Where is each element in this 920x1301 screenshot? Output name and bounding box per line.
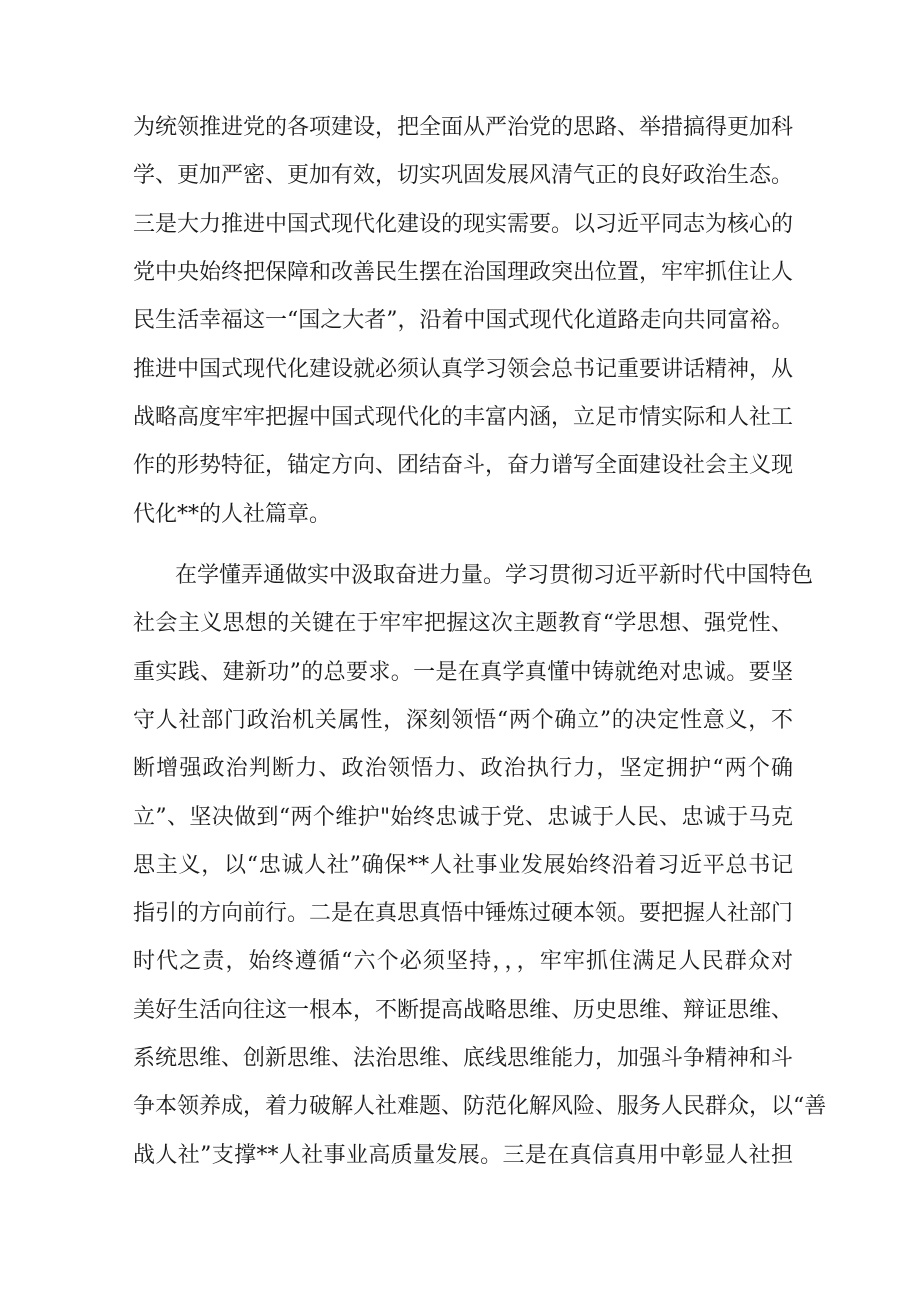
text-line: 在学懂弄通做实中汲取奋进力量。学习贯彻习近平新时代中国特色 — [175, 563, 814, 588]
text-line: 民生活幸福这一“国之大者”，沿着中国式现代化道路走向共同富裕。 — [133, 308, 794, 333]
text-line: 时代之责，始终遵循“六个必须坚持，，，牢牢抓住满足人民群众对 — [133, 949, 793, 974]
text-line: 断增强政治判断力、政治领悟力、政治执行力，坚定拥护“两个确 — [133, 756, 793, 781]
text-line: 指引的方向前行。二是在真思真悟中锤炼过硬本领。要把握人社部门 — [133, 901, 794, 926]
text-line: 立”、坚决做到“两个维护"始终忠诚于党、忠诚于人民、忠诚于马克 — [133, 805, 793, 830]
text-line: 美好生活向往这一根本，不断提高战略思维、历史思维、辩证思维、 — [133, 998, 794, 1023]
text-line: 守人社部门政治机关属性，深刻领悟“两个确立”的决定性意义，不 — [133, 708, 793, 733]
text-line: 代化**的人社篇章。 — [133, 502, 332, 527]
text-line: 争本领养成，着力破解人社难题、防范化解风险、服务人民群众，以“善 — [133, 1094, 827, 1119]
text-line: 思主义，以“忠诚人社”确保**人社事业发展始终沿着习近平总书记 — [133, 853, 793, 878]
text-line: 推进中国式现代化建设就必须认真学习领会总书记重要讲话精神，从 — [133, 357, 794, 382]
text-line: 党中央始终把保障和改善民生摆在治国理政突出位置，牢牢抓住让人 — [133, 260, 794, 285]
text-line: 重实践、建新功”的总要求。一是在真学真懂中铸就绝对忠诚。要坚 — [133, 660, 793, 685]
text-line: 社会主义思想的关键在于牢牢把握这次主题教育“学思想、强党性、 — [133, 611, 793, 636]
text-line: 作的形势特征，锚定方向、团结奋斗，奋力谱写全面建设社会主义现 — [133, 453, 794, 478]
text-line: 三是大力推进中国式现代化建设的现实需要。以习近平同志为核心的 — [133, 212, 794, 237]
text-line: 战人社”支撑**人社事业高质量发展。三是在真信真用中彰显人社担 — [133, 1143, 793, 1168]
text-line: 学、更加严密、更加有效，切实巩固发展风清气正的良好政治生态。 — [133, 163, 794, 188]
text-line: 系统思维、创新思维、法治思维、底线思维能力，加强斗争精神和斗 — [133, 1046, 794, 1071]
text-line: 为统领推进党的各项建设，把全面从严治党的思路、举措搞得更加科 — [133, 115, 794, 140]
text-line: 战略高度牢牢把握中国式现代化的丰富内涵，立足市情实际和人社工 — [133, 405, 794, 430]
